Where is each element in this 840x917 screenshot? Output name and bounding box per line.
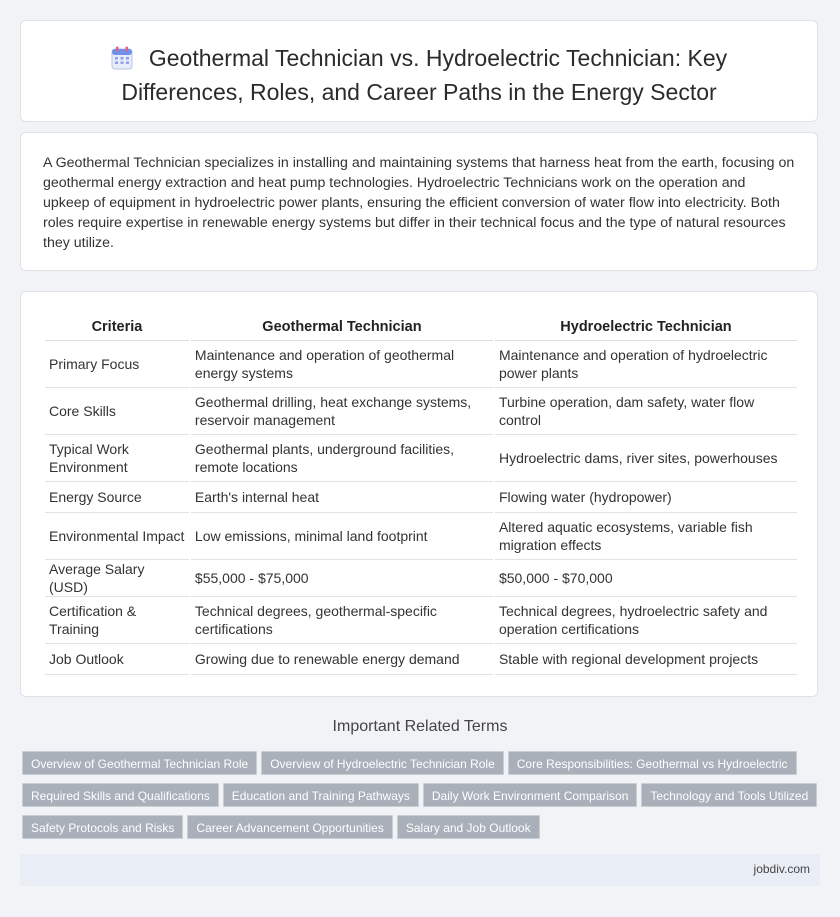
row-criteria: Certification & Training — [45, 597, 189, 644]
row-hydroelectric: Stable with regional development projects — [495, 644, 797, 675]
related-tag[interactable]: Required Skills and Qualifications — [22, 783, 219, 807]
row-hydroelectric: Altered aquatic ecosystems, variable fish migration effects — [495, 513, 797, 560]
table-row — [45, 513, 797, 560]
table-row — [45, 482, 797, 513]
header-criteria: Criteria — [45, 314, 189, 341]
intro-card — [20, 132, 818, 271]
row-hydroelectric: Hydroelectric dams, river sites, powerhouses — [495, 435, 797, 482]
related-tag[interactable]: Career Advancement Opportunities — [187, 815, 392, 839]
title-card — [20, 20, 818, 122]
page-title — [21, 21, 817, 107]
row-criteria: Core Skills — [45, 388, 189, 435]
table-row — [45, 560, 797, 597]
row-geothermal: Low emissions, minimal land footprint — [191, 513, 493, 560]
row-criteria: Job Outlook — [45, 644, 189, 675]
row-criteria: Average Salary (USD) — [45, 560, 189, 597]
row-geothermal: Geothermal drilling, heat exchange systems, reservoir management — [191, 388, 493, 435]
table-row — [45, 341, 797, 388]
row-hydroelectric: Technical degrees, hydroelectric safety and operation certifications — [495, 597, 797, 644]
calendar-icon — [111, 46, 133, 77]
footer-site-link[interactable]: jobdiv.com — [753, 862, 810, 876]
row-geothermal: Earth's internal heat — [191, 482, 493, 513]
row-geothermal: Growing due to renewable energy demand — [191, 644, 493, 675]
table-row — [45, 644, 797, 675]
table-row — [45, 388, 797, 435]
row-hydroelectric: $50,000 - $70,000 — [495, 560, 797, 597]
row-geothermal: Maintenance and operation of geothermal energy systems — [191, 341, 493, 388]
related-tag[interactable]: Core Responsibilities: Geothermal vs Hydroelectric — [508, 751, 797, 775]
row-geothermal: $55,000 - $75,000 — [191, 560, 493, 597]
related-tag[interactable]: Safety Protocols and Risks — [22, 815, 183, 839]
related-terms-title: Important Related Terms — [332, 718, 508, 735]
related-tag[interactable]: Salary and Job Outlook — [397, 815, 540, 839]
row-criteria: Typical Work Environment — [45, 435, 189, 482]
comparison-table — [43, 314, 799, 675]
row-criteria: Primary Focus — [45, 341, 189, 388]
header-hydroelectric: Hydroelectric Technician — [495, 314, 797, 341]
header-geothermal: Geothermal Technician — [191, 314, 493, 341]
row-hydroelectric: Turbine operation, dam safety, water flow control — [495, 388, 797, 435]
row-hydroelectric: Maintenance and operation of hydroelectric power plants — [495, 341, 797, 388]
row-hydroelectric: Flowing water (hydropower) — [495, 482, 797, 513]
table-row — [45, 597, 797, 644]
related-terms-tags — [22, 751, 822, 847]
page-title-text: Geothermal Technician vs. Hydroelectric Technician: Key Differences, Roles, and Career Paths in the Energy Sector — [121, 45, 728, 105]
related-tag[interactable]: Overview of Geothermal Technician Role — [22, 751, 257, 775]
related-tag[interactable]: Education and Training Pathways — [223, 783, 419, 807]
row-criteria: Energy Source — [45, 482, 189, 513]
intro-paragraph: A Geothermal Technician specializes in installing and maintaining systems that harness heat from the earth, focusing on geothermal energy extraction and heat pump technologies. Hydroelectric Technicians work on the operation and upkeep of equipment in hydroelectric power plants, ensuring the efficient conversion of water flow into electricity. Both roles require expertise in renewable energy systems but differ in their technical focus and the type of natural resources they utilize. — [43, 155, 795, 251]
footer — [20, 854, 820, 886]
row-criteria: Environmental Impact — [45, 513, 189, 560]
related-tag[interactable]: Technology and Tools Utilized — [641, 783, 817, 807]
row-geothermal: Technical degrees, geothermal-specific certifications — [191, 597, 493, 644]
comparison-table-card — [20, 291, 818, 697]
related-tag[interactable]: Daily Work Environment Comparison — [423, 783, 638, 807]
table-row — [45, 435, 797, 482]
related-tag[interactable]: Overview of Hydroelectric Technician Role — [261, 751, 504, 775]
row-geothermal: Geothermal plants, underground facilities, remote locations — [191, 435, 493, 482]
